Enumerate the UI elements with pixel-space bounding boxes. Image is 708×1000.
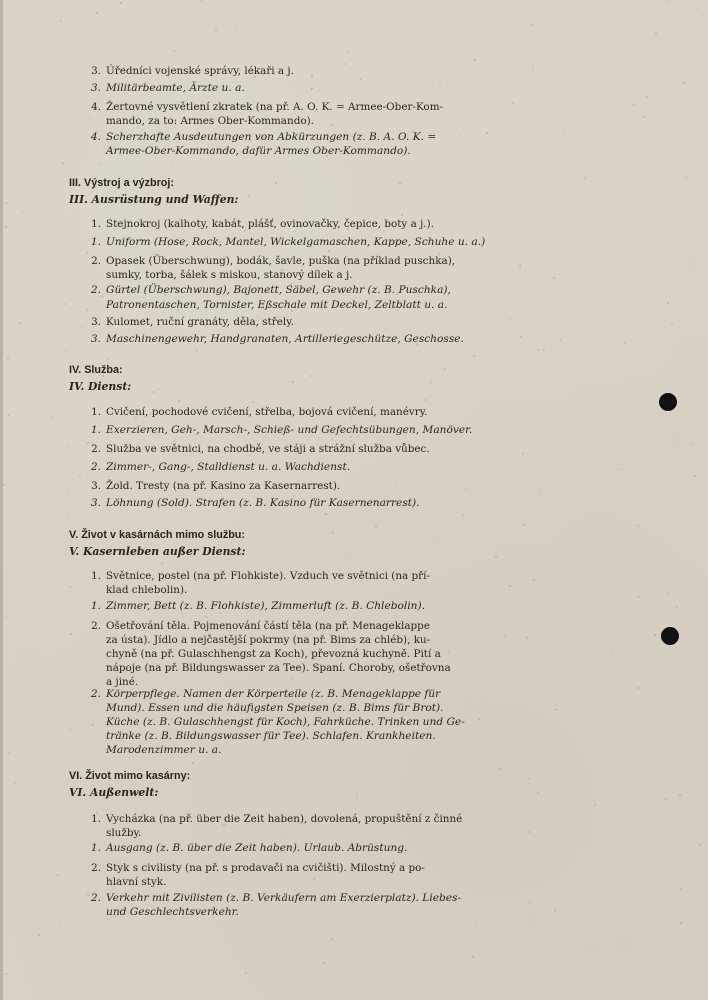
paper-speck xyxy=(51,416,53,418)
paper-speck xyxy=(683,82,685,84)
paper-speck xyxy=(331,938,333,940)
paper-speck xyxy=(275,182,277,184)
item-number: 4. xyxy=(91,101,101,113)
paper-speck xyxy=(459,135,461,137)
paper-speck xyxy=(637,525,639,527)
paper-speck xyxy=(499,768,501,770)
paper-speck xyxy=(465,488,467,490)
paper-speck xyxy=(58,921,60,923)
paper-speck xyxy=(356,794,358,796)
item-text: Körperpflege. Namen der Körperteile (z. B. Menageklappe für xyxy=(106,688,441,700)
item-number: 2. xyxy=(90,284,101,296)
item-number: 2. xyxy=(90,688,101,700)
paper-speck xyxy=(159,388,161,390)
paper-speck xyxy=(395,484,397,486)
paper-speck xyxy=(633,551,635,553)
paper-speck xyxy=(346,557,348,559)
paper-speck xyxy=(73,869,75,871)
item-text: Žertovné vysvětlení zkratek (na př. A. O. K. = Armee-Ober-Kom- xyxy=(106,101,444,113)
paper-speck xyxy=(38,934,40,936)
paper-speck xyxy=(178,400,180,402)
paper-speck xyxy=(556,704,558,706)
item-text: Maschinengewehr, Handgranaten, Artilleriegeschütze, Geschosse. xyxy=(106,333,464,345)
item-text: Militärbeamte, Ärzte u. a. xyxy=(106,82,245,94)
paper-speck xyxy=(560,339,562,341)
paper-speck xyxy=(98,163,100,165)
paper-speck xyxy=(639,528,641,530)
paper-speck xyxy=(62,162,64,164)
paper-speck xyxy=(496,974,498,976)
paper-speck xyxy=(526,637,528,639)
item-number: 1. xyxy=(90,842,101,854)
paper-speck xyxy=(79,475,81,477)
paper-speck xyxy=(469,701,471,703)
item-text: Kulomet, ruční granáty, děla, střely. xyxy=(106,316,295,328)
paper-speck xyxy=(584,167,586,169)
item-number: 1. xyxy=(91,218,101,230)
paper-speck xyxy=(234,27,236,29)
item-text: Gürtel (Überschwung), Bajonett, Säbel, Gewehr (z. B. Puschka), xyxy=(106,284,451,296)
item-text: mando, za to: Armes Ober-Kommando). xyxy=(106,115,314,127)
section-heading-de: V. Kasernleben außer Dienst: xyxy=(69,545,246,558)
paper-speck xyxy=(674,511,676,513)
item-text: Zimmer, Bett (z. B. Flohkiste), Zimmerluft (z. B. Chlebolin). xyxy=(106,600,425,612)
paper-speck xyxy=(462,514,464,516)
paper-speck xyxy=(691,263,693,265)
item-text: Stejnokroj (kalhoty, kabát, plášť, ovinovačky, čepice, boty a j.). xyxy=(106,218,434,230)
item-text: Úředníci vojenské správy, lékaři a j. xyxy=(106,65,294,77)
paper-speck xyxy=(3,484,5,486)
paper-speck xyxy=(280,836,282,838)
paper-speck xyxy=(7,357,9,359)
item-text: Ošetřování těla. Pojmenování částí těla (na př. Menageklappe xyxy=(106,620,430,632)
section-heading-cz: V. Život v kasárnách mimo službu: xyxy=(69,529,246,541)
paper-speck xyxy=(679,794,681,796)
item-text: Opasek (Überschwung), bodák, šavle, puška (na příklad puschka), xyxy=(106,255,456,267)
paper-speck xyxy=(584,839,586,841)
paper-speck xyxy=(402,909,404,911)
paper-speck xyxy=(60,20,62,22)
paper-speck xyxy=(591,949,593,951)
paper-speck xyxy=(638,596,640,598)
paper-speck xyxy=(510,318,512,320)
paper-speck xyxy=(42,255,44,257)
item-text: Mund). Essen und die häufigsten Speisen (z. B. Bims für Brot). xyxy=(106,702,444,714)
paper-speck xyxy=(67,492,69,494)
section-heading-cz: III. Výstroj a výzbroj: xyxy=(69,177,175,189)
paper-speck xyxy=(493,761,495,763)
paper-speck xyxy=(245,972,247,974)
paper-speck xyxy=(474,59,476,61)
paper-speck xyxy=(535,207,537,209)
paper-speck xyxy=(476,924,478,926)
paper-speck xyxy=(172,165,174,167)
paper-speck xyxy=(675,439,677,441)
paper-speck xyxy=(483,591,485,593)
paper-speck xyxy=(444,368,446,370)
paper-speck xyxy=(325,513,327,515)
item-text: Ausgang (z. B. über die Zeit haben). Urlaub. Abrüstung. xyxy=(106,842,408,854)
paper-speck xyxy=(67,445,69,447)
paper-speck xyxy=(430,382,432,384)
punch-hole-bottom xyxy=(661,627,679,645)
paper-speck xyxy=(584,177,586,179)
paper-speck xyxy=(667,1,669,3)
item-number: 2. xyxy=(90,461,101,473)
paper-speck xyxy=(671,323,673,325)
paper-speck xyxy=(196,350,198,352)
paper-speck xyxy=(318,89,320,91)
paper-speck xyxy=(504,635,506,637)
paper-speck xyxy=(473,279,475,281)
paper-speck xyxy=(472,956,474,958)
paper-speck xyxy=(71,727,73,729)
item-text: Scherzhafte Ausdeutungen von Abkürzungen (z. B. A. O. K. = xyxy=(106,131,437,143)
paper-speck xyxy=(101,295,103,297)
paper-speck xyxy=(15,181,17,183)
paper-speck xyxy=(562,133,564,135)
paper-speck xyxy=(463,76,465,78)
item-text: za ústa). Jídlo a nejčastější pokrmy (na př. Bims za chléb), ku- xyxy=(106,634,431,646)
paper-speck xyxy=(313,878,315,880)
paper-speck xyxy=(647,166,649,168)
item-number: 3. xyxy=(91,65,101,77)
paper-speck xyxy=(676,606,678,608)
paper-speck xyxy=(633,104,635,106)
paper-speck xyxy=(694,475,696,477)
paper-speck xyxy=(465,865,467,867)
item-number: 1. xyxy=(91,813,101,825)
section-heading-de: IV. Dienst: xyxy=(69,380,132,393)
paper-speck xyxy=(530,919,532,921)
paper-speck xyxy=(655,33,657,35)
paper-speck xyxy=(311,75,313,77)
item-text: Žold. Tresty (na př. Kasino za Kasernarrest). xyxy=(106,480,341,492)
item-text: Služba ve světnici, na chodbě, ve stáji a strážní služba vůbec. xyxy=(106,443,430,455)
paper-speck xyxy=(553,277,555,279)
item-number: 1. xyxy=(90,600,101,612)
paper-speck xyxy=(532,66,534,68)
paper-speck xyxy=(531,24,533,26)
item-text: nápoje (na př. Bildungswasser za Tee). Spaní. Choroby, ošetřovna xyxy=(106,662,451,674)
item-text: und Geschlechtsverkehr. xyxy=(106,906,239,918)
paper-speck xyxy=(92,724,94,726)
item-text: Světnice, postel (na př. Flohkiste). Vzduch ve světnici (na pří- xyxy=(106,570,430,582)
paper-speck xyxy=(509,585,511,587)
item-text: hlavní styk. xyxy=(106,876,167,888)
item-number: 1. xyxy=(90,236,101,248)
paper-speck xyxy=(695,631,697,633)
paper-speck xyxy=(607,439,609,441)
paper-speck xyxy=(69,586,71,588)
paper-speck xyxy=(667,592,669,594)
item-text: Löhnung (Sold). Strafen (z. B. Kasino für Kasernenarrest). xyxy=(106,497,420,509)
paper-speck xyxy=(539,490,541,492)
paper-speck xyxy=(473,355,475,357)
paper-speck xyxy=(248,195,250,197)
paper-speck xyxy=(86,309,88,311)
paper-speck xyxy=(323,962,325,964)
paper-speck xyxy=(646,96,648,98)
paper-speck xyxy=(480,703,482,705)
paper-speck xyxy=(65,350,67,352)
item-number: 2. xyxy=(91,255,101,267)
paper-speck xyxy=(5,973,7,975)
paper-speck xyxy=(21,211,23,213)
punch-hole-top xyxy=(659,393,677,411)
paper-speck xyxy=(699,844,701,846)
paper-speck xyxy=(14,782,16,784)
paper-speck xyxy=(486,132,488,134)
paper-speck xyxy=(554,910,556,912)
paper-speck xyxy=(331,438,333,440)
paper-speck xyxy=(537,792,539,794)
paper-speck xyxy=(348,51,350,53)
paper-speck xyxy=(61,68,63,70)
paper-speck xyxy=(537,349,539,351)
paper-speck xyxy=(310,375,312,377)
paper-speck xyxy=(103,146,105,148)
paper-speck xyxy=(292,381,294,383)
paper-speck xyxy=(385,328,387,330)
paper-speck xyxy=(594,804,596,806)
section-heading-de: VI. Außenwelt: xyxy=(69,786,159,799)
paper-speck xyxy=(252,401,254,403)
paper-speck xyxy=(201,0,203,2)
paper-speck xyxy=(702,14,704,16)
item-text: Exerzieren, Geh-, Marsch-, Schieß- und Gefechtsübungen, Manöver. xyxy=(106,424,473,436)
paper-speck xyxy=(529,901,531,903)
paper-speck xyxy=(692,443,694,445)
paper-speck xyxy=(533,579,535,581)
item-text: Cvičení, pochodové cvičení, střelba, bojová cvičení, manévry. xyxy=(106,406,428,418)
paper-speck xyxy=(439,85,441,87)
paper-speck xyxy=(654,634,656,636)
paper-speck xyxy=(549,689,551,691)
item-number: 3. xyxy=(90,82,101,94)
paper-speck xyxy=(611,651,613,653)
paper-speck xyxy=(399,182,401,184)
item-number: 1. xyxy=(91,406,101,418)
item-number: 3. xyxy=(90,333,101,345)
paper-speck xyxy=(192,762,194,764)
item-number: 1. xyxy=(91,570,101,582)
paper-speck xyxy=(637,687,639,689)
paper-speck xyxy=(57,874,59,876)
item-text: Styk s civilisty (na př. s prodavači na cvičišti). Milostný a po- xyxy=(106,862,425,874)
paper-speck xyxy=(161,562,163,564)
paper-speck xyxy=(341,66,343,68)
paper-speck xyxy=(23,534,25,536)
paper-speck xyxy=(89,117,91,119)
paper-speck xyxy=(532,95,534,97)
item-text: Patronentaschen, Tornister, Eßschale mit Deckel, Zeltblatt u. a. xyxy=(106,299,448,311)
paper-speck xyxy=(5,616,7,618)
paper-speck xyxy=(523,524,525,526)
paper-speck xyxy=(360,78,362,80)
section-heading-cz: VI. Život mimo kasárny: xyxy=(69,770,191,782)
paper-speck xyxy=(69,729,71,731)
paper-speck xyxy=(19,322,21,324)
item-text: Zimmer-, Gang-, Stalldienst u. a. Wachdienst. xyxy=(106,461,351,473)
paper-speck xyxy=(519,265,521,267)
item-text: Armee-Ober-Kommando, dafür Armes Ober-Kommando). xyxy=(106,145,411,157)
paper-speck xyxy=(478,718,480,720)
paper-speck xyxy=(96,12,98,14)
item-text: a jiné. xyxy=(106,676,139,688)
paper-speck xyxy=(667,302,669,304)
paper-speck xyxy=(476,167,478,169)
paper-speck xyxy=(328,250,330,252)
item-text: Uniform (Hose, Rock, Mantel, Wickelgamaschen, Kappe, Schuhe u. a.) xyxy=(106,236,486,248)
paper-speck xyxy=(520,336,522,338)
paper-speck xyxy=(554,986,556,988)
paper-speck xyxy=(555,709,557,711)
item-number: 2. xyxy=(90,892,101,904)
paper-speck xyxy=(614,215,616,217)
paper-speck xyxy=(543,349,545,351)
item-number: 3. xyxy=(91,316,101,328)
paper-speck xyxy=(331,124,333,126)
paper-speck xyxy=(630,263,632,265)
paper-speck xyxy=(495,556,497,558)
item-number: 4. xyxy=(90,131,101,143)
item-number: 3. xyxy=(91,480,101,492)
item-number: 3. xyxy=(90,497,101,509)
item-text: sumky, torba, šálek s miskou, stanový dílek a j. xyxy=(106,269,353,281)
paper-speck xyxy=(696,655,698,657)
paper-speck xyxy=(372,313,374,315)
paper-speck xyxy=(425,399,427,401)
item-text: Vycházka (na př. über die Zeit haben), dovolená, propuštění z činné xyxy=(106,813,463,825)
paper-speck xyxy=(8,752,10,754)
paper-speck xyxy=(432,537,434,539)
section-heading-de: III. Ausrüstung und Waffen: xyxy=(69,193,239,206)
paper-speck xyxy=(64,303,66,305)
paper-speck xyxy=(153,391,155,393)
item-text: klad chlebolin). xyxy=(106,584,188,596)
paper-speck xyxy=(81,326,83,328)
paper-speck xyxy=(332,532,334,534)
paper-speck xyxy=(512,102,514,104)
paper-speck xyxy=(621,468,623,470)
item-number: 2. xyxy=(91,443,101,455)
paper-speck xyxy=(643,116,645,118)
paper-speck xyxy=(528,778,530,780)
paper-speck xyxy=(665,798,667,800)
paper-speck xyxy=(63,209,65,211)
paper-speck xyxy=(623,943,625,945)
item-text: chyně (na př. Gulaschhengst za Koch), převozná kuchyně. Pití a xyxy=(106,648,441,660)
item-number: 2. xyxy=(91,620,101,632)
paper-speck xyxy=(120,2,122,4)
paper-speck xyxy=(70,633,72,635)
paper-speck xyxy=(5,226,7,228)
paper-speck xyxy=(680,922,682,924)
paper-speck xyxy=(8,414,10,416)
paper-speck xyxy=(375,525,377,527)
paper-speck xyxy=(5,202,7,204)
item-text: služby. xyxy=(106,827,142,839)
paper-speck xyxy=(448,651,450,653)
item-text: Marodenzimmer u. a. xyxy=(106,744,222,756)
paper-speck xyxy=(291,677,293,679)
paper-speck xyxy=(173,50,175,52)
paper-speck xyxy=(247,518,249,520)
paper-speck xyxy=(39,367,41,369)
paper-speck xyxy=(13,787,15,789)
paper-speck xyxy=(311,88,313,90)
paper-speck xyxy=(528,831,530,833)
item-number: 1. xyxy=(90,424,101,436)
item-text: tränke (z. B. Bildungswasser für Tee). Schlafen. Krankheiten. xyxy=(106,730,436,742)
paper-speck xyxy=(107,358,109,360)
item-text: Verkehr mit Zivilisten (z. B. Verkäufern am Exerzierplatz). Liebes- xyxy=(106,892,462,904)
paper-speck xyxy=(66,517,68,519)
item-number: 2. xyxy=(91,862,101,874)
item-text: Küche (z. B. Gulaschhengst für Koch), Fahrküche. Trinken und Ge- xyxy=(106,716,465,728)
paper-speck xyxy=(680,888,682,890)
section-heading-cz: IV. Služba: xyxy=(69,364,123,376)
paper-speck xyxy=(215,29,217,31)
paper-speck xyxy=(685,176,687,178)
paper-speck xyxy=(522,453,524,455)
paper-speck xyxy=(624,342,626,344)
paper-speck xyxy=(344,63,346,65)
